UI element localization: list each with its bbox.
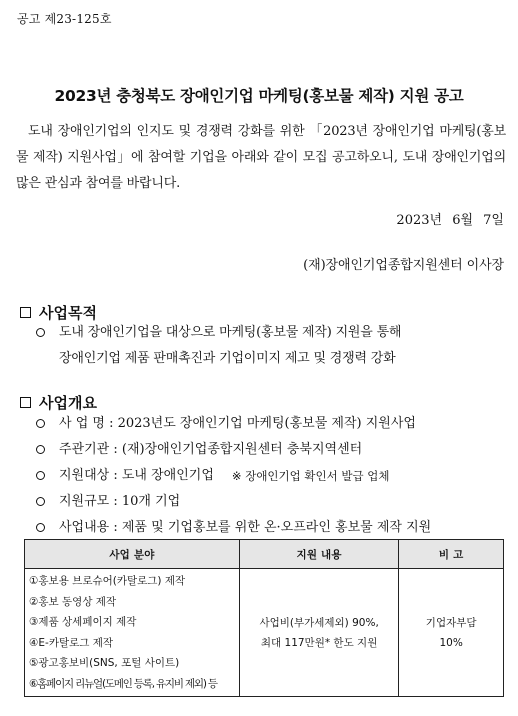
overview-item-text: 주관기관 : (재)장애인기업종합지원센터 충북지역센터 [59,442,363,457]
note-line-1: 기업자부담 [425,616,477,629]
field-item: ④E-카탈로그 제작 [29,636,114,649]
overview-heading-label: 사업개요 [39,394,97,412]
overview-item [36,411,506,437]
support-line-1: 사업비(부가세제외) 90%, [259,616,379,629]
support-line-2: 최대 117만원* 한도 지원 [260,636,378,649]
overview-item [36,437,506,463]
purpose-list [36,320,506,372]
field-item: ③제품 상세페이지 제작 [29,616,137,628]
overview-heading [20,392,97,413]
notice-number: 공고 제23-125호 [17,12,112,26]
issuer: (재)장애인기업종합지원센터 이사장 [303,258,504,273]
purpose-text [59,320,401,372]
field-item: ①홍보용 브로슈어(카탈로그) 제작 [29,575,186,587]
support-content-cell [239,569,398,697]
column-header-field: 사업 분야 [25,540,240,569]
overview-item-note: ※ 장애인기업 확인서 발급 업체 [231,469,390,483]
circle-bullet-icon [36,471,45,480]
purpose-heading-label: 사업목적 [39,304,97,322]
field-list-cell [25,569,240,697]
intro-text: 도내 장애인기업의 인지도 및 경쟁력 강화를 위한 「2023년 장애인기업 마케팅(홍보물 제작) 지원사업」에 참여할 기업을 아래와 같이 모집 공고하오니, 도내 장애인기업의 많은 관심과 참여를 바랍니다. [16,124,506,191]
table-row [25,569,504,697]
column-header-support: 지원 내용 [239,540,398,569]
purpose-line-2: 장애인기업 제품 판매촉진과 기업이미지 제고 및 경쟁력 강화 [59,351,396,366]
overview-item [36,489,506,515]
circle-bullet-icon [36,497,45,506]
field-item: ⑤광고홍보비(SNS, 포털 사이트) [29,657,180,669]
field-item: ②홍보 동영상 제작 [29,595,117,608]
intro-paragraph [16,119,506,197]
circle-bullet-icon [36,419,45,428]
circle-bullet-icon [36,523,45,532]
notice-date: 2023년 6월 7일 [396,213,504,228]
field-item: ⑥홈페이지 리뉴얼(도메인 등록, 유지비 제외) 등 [29,677,217,690]
overview-item [36,463,506,489]
circle-bullet-icon [36,445,45,454]
overview-item [36,515,506,541]
square-bullet-icon [20,397,31,408]
overview-item-text: 지원규모 : 10개 기업 [59,494,181,509]
overview-item-text: 지원대상 : 도내 장애인기업 [59,468,214,483]
purpose-item [36,320,506,372]
purpose-line-1: 도내 장애인기업을 대상으로 마케팅(홍보물 제작) 지원을 통해 [59,325,402,340]
support-table [24,539,504,697]
document-title: 2023년 충청북도 장애인기업 마케팅(홍보물 제작) 지원 공고 [54,87,464,105]
square-bullet-icon [20,307,31,318]
note-line-2: 10% [439,636,463,649]
overview-item-text: 사 업 명 : 2023년도 장애인기업 마케팅(홍보물 제작) 지원사업 [59,416,416,431]
column-header-note: 비 고 [399,540,504,569]
note-cell [399,569,504,697]
circle-bullet-icon [36,328,45,337]
overview-item-text: 사업내용 : 제품 및 기업홍보를 위한 온·오프라인 홍보물 제작 지원 [59,520,432,535]
table-header-row [25,540,504,569]
overview-list [36,411,506,541]
